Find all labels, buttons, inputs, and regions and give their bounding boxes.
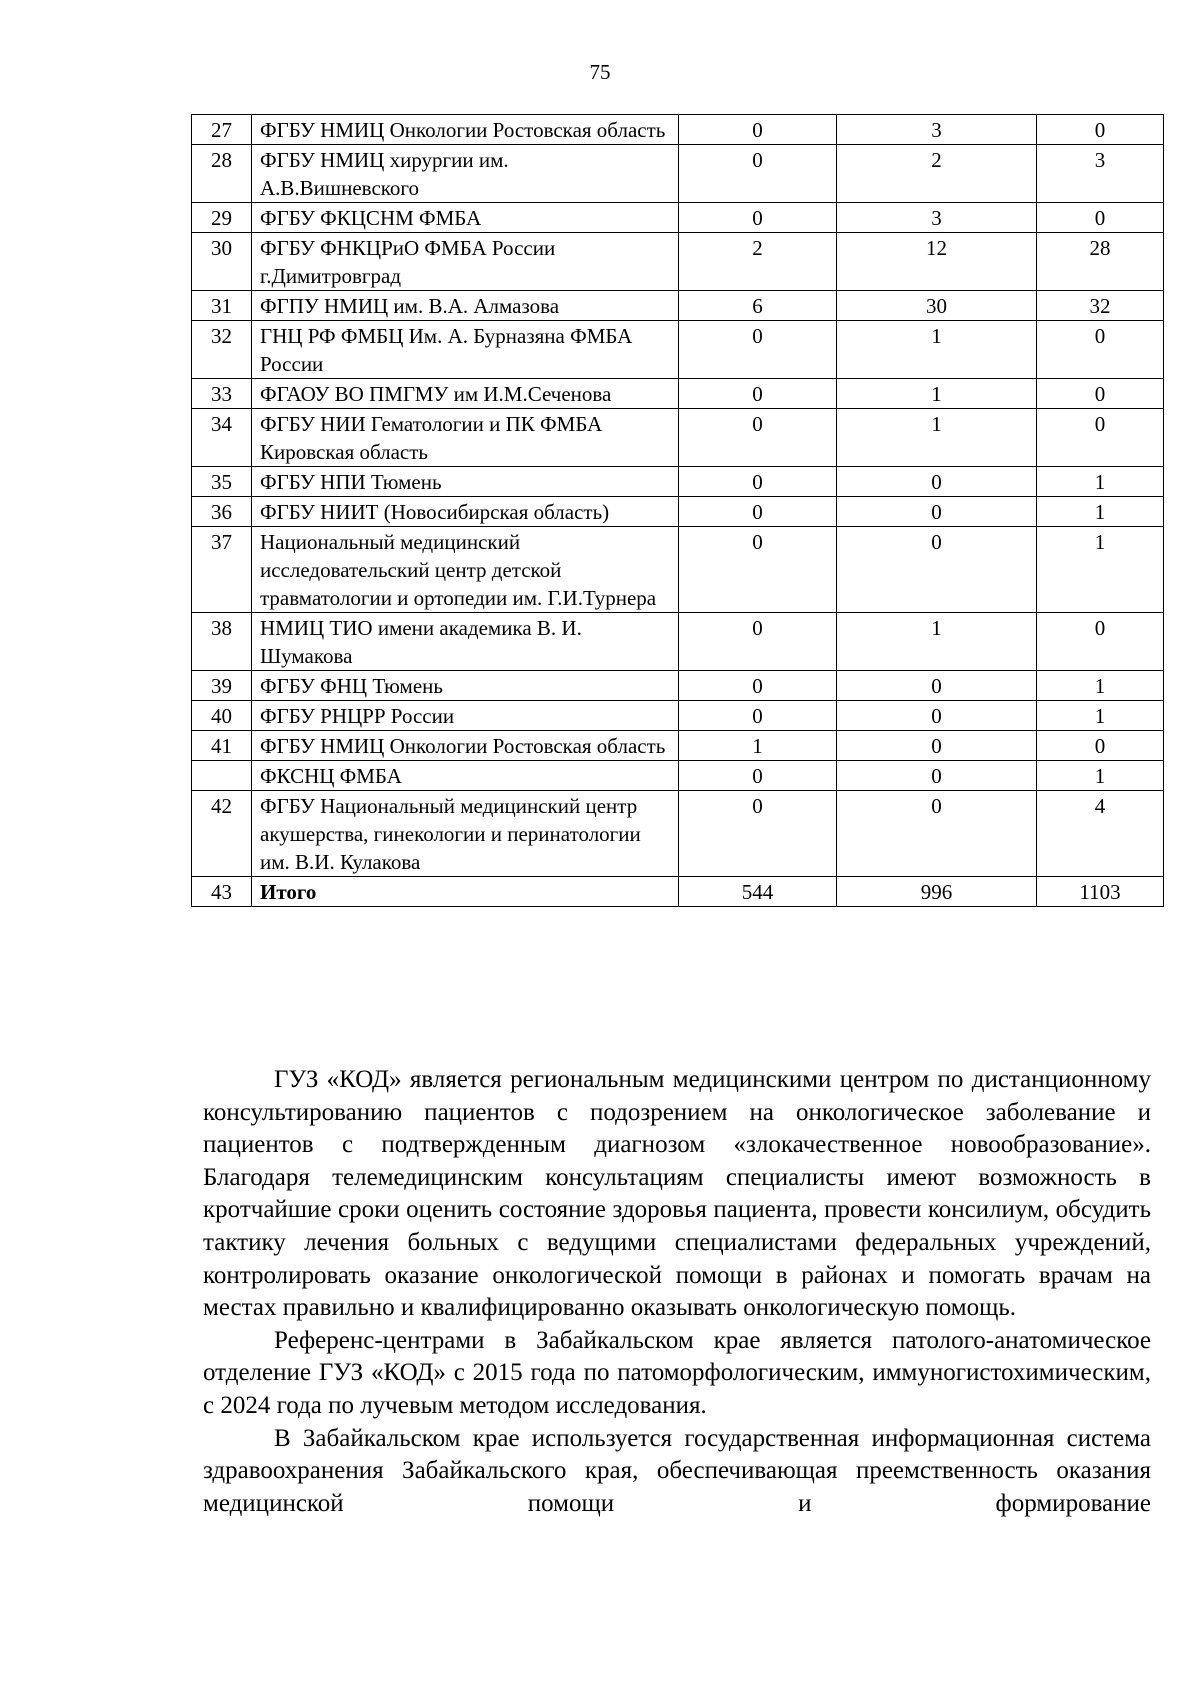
institution-name-cell: ФГБУ ФНКЦРиО ФМБА России г.Димитровград [252,233,679,291]
table-row [192,145,1164,203]
row-number-cell: 34 [192,409,252,467]
table-row [192,115,1164,145]
institution-name-cell: ФГАОУ ВО ПМГМУ им И.М.Сеченова [252,379,679,409]
table-row [192,731,1164,761]
institution-name-cell: Итого [252,877,679,907]
value-col1-cell: 0 [679,409,837,467]
row-number-cell: 36 [192,497,252,527]
value-col2-cell: 0 [837,497,1037,527]
value-col3-cell: 1103 [1037,877,1164,907]
row-number-cell: 35 [192,467,252,497]
table-row [192,233,1164,291]
table-row [192,701,1164,731]
institution-name-cell: ФГБУ НИИТ (Новосибирская область) [252,497,679,527]
value-col2-cell: 0 [837,791,1037,877]
value-col2-cell: 996 [837,877,1037,907]
table-row [192,321,1164,379]
value-col1-cell: 0 [679,791,837,877]
paragraph-reference-centers: Референс-центрами в Забайкальском крае является патолого-анатомическое отделение ГУЗ «КОД» с 2015 года по патоморфологическим, иммуногистохимическим, с 2024 года по лучевым методом исследования. [203,1326,1151,1419]
table-row [192,671,1164,701]
value-col1-cell: 0 [679,467,837,497]
institution-name-cell: ФГПУ НМИЦ им. В.А. Алмазова [252,291,679,321]
value-col3-cell: 1 [1037,701,1164,731]
row-number-cell: 27 [192,115,252,145]
value-col2-cell: 2 [837,145,1037,203]
value-col2-cell: 0 [837,761,1037,791]
table-row [192,409,1164,467]
row-number-cell: 30 [192,233,252,291]
value-col3-cell: 28 [1037,233,1164,291]
value-col1-cell: 0 [679,379,837,409]
value-col3-cell: 0 [1037,203,1164,233]
row-number-cell [192,761,252,791]
table-row [192,291,1164,321]
value-col2-cell: 1 [837,321,1037,379]
value-col1-cell: 0 [679,203,837,233]
value-col1-cell: 0 [679,497,837,527]
table-row [192,613,1164,671]
value-col3-cell: 1 [1037,527,1164,613]
row-number-cell: 39 [192,671,252,701]
value-col3-cell: 1 [1037,761,1164,791]
table-row [192,791,1164,877]
value-col1-cell: 0 [679,701,837,731]
value-col3-cell: 0 [1037,115,1164,145]
value-col2-cell: 0 [837,701,1037,731]
value-col1-cell: 0 [679,761,837,791]
table-row [192,203,1164,233]
value-col1-cell: 0 [679,115,837,145]
row-number-cell: 43 [192,877,252,907]
institution-name-cell: ФГБУ ФКЦСНМ ФМБА [252,203,679,233]
institution-name-cell: ФГБУ ФНЦ Тюмень [252,671,679,701]
paragraph-information-system: В Забайкальском крае используется государственная информационная система здравоохранения Забайкальского края, обеспечивающая преемственность оказания медицинской помощи и формирование [203,1424,1151,1517]
value-col2-cell: 0 [837,731,1037,761]
value-col2-cell: 3 [837,203,1037,233]
value-col2-cell: 0 [837,527,1037,613]
value-col1-cell: 0 [679,671,837,701]
institution-name-cell: ФКСНЦ ФМБА [252,761,679,791]
value-col1-cell: 2 [679,233,837,291]
referral-stats-table [191,114,1164,907]
institution-name-cell: НМИЦ ТИО имени академика В. И. Шумакова [252,613,679,671]
value-col2-cell: 12 [837,233,1037,291]
table-row [192,761,1164,791]
value-col3-cell: 4 [1037,791,1164,877]
institution-name-cell: ФГБУ Национальный медицинский центр акушерства, гинекологии и перинатологии им. В.И. Кулакова [252,791,679,877]
value-col1-cell: 0 [679,321,837,379]
row-number-cell: 33 [192,379,252,409]
value-col3-cell: 0 [1037,321,1164,379]
value-col2-cell: 0 [837,671,1037,701]
value-col3-cell: 3 [1037,145,1164,203]
value-col1-cell: 544 [679,877,837,907]
row-number-cell: 42 [192,791,252,877]
table-row [192,497,1164,527]
value-col3-cell: 1 [1037,467,1164,497]
value-col1-cell: 0 [679,613,837,671]
value-col3-cell: 0 [1037,731,1164,761]
institution-name-cell: Национальный медицинский исследовательский центр детской травматологии и ортопедии им. Г.И.Турнера [252,527,679,613]
value-col2-cell: 3 [837,115,1037,145]
row-number-cell: 28 [192,145,252,203]
table-row [192,527,1164,613]
institution-name-cell: ФГБУ НМИЦ Онкологии Ростовская область [252,731,679,761]
value-col3-cell: 0 [1037,409,1164,467]
value-col2-cell: 30 [837,291,1037,321]
table-total-row [192,877,1164,907]
body-text [203,1064,1151,1520]
institution-name-cell: ГНЦ РФ ФМБЦ Им. А. Бурназяна ФМБА России [252,321,679,379]
row-number-cell: 41 [192,731,252,761]
value-col1-cell: 6 [679,291,837,321]
row-number-cell: 32 [192,321,252,379]
institution-name-cell: ФГБУ НМИЦ Онкологии Ростовская область [252,115,679,145]
value-col2-cell: 1 [837,409,1037,467]
institution-name-cell: ФГБУ РНЦРР России [252,701,679,731]
page-number: 75 [589,60,611,84]
row-number-cell: 31 [192,291,252,321]
institution-name-cell: ФГБУ НИИ Гематологии и ПК ФМБА Кировская область [252,409,679,467]
value-col3-cell: 1 [1037,671,1164,701]
value-col3-cell: 0 [1037,613,1164,671]
value-col1-cell: 0 [679,145,837,203]
institution-name-cell: ФГБУ НПИ Тюмень [252,467,679,497]
row-number-cell: 37 [192,527,252,613]
row-number-cell: 29 [192,203,252,233]
value-col2-cell: 1 [837,613,1037,671]
institution-name-cell: ФГБУ НМИЦ хирургии им. А.В.Вишневского [252,145,679,203]
value-col2-cell: 1 [837,379,1037,409]
paragraph-telemedicine: ГУЗ «КОД» является региональным медицинскими центром по дистанционному консультированию пациентов с подозрением на онкологическое заболевание и пациентов с подтвержденным диагнозом «злокачественное новообразование». Благодаря телемедицинским консультациям специалисты имеют возможность в кротчайшие сроки оценить состояние здоровья пациента, провести консилиум, обсудить тактику лечения больных с ведущими специалистами федеральных учреждений, контролировать оказание онкологической помощи в районах и помогать врачам на местах правильно и квалифицированно оказывать онкологическую помощь. [203,1066,1151,1322]
value-col1-cell: 0 [679,527,837,613]
value-col3-cell: 0 [1037,379,1164,409]
table-row [192,379,1164,409]
value-col1-cell: 1 [679,731,837,761]
value-col3-cell: 1 [1037,497,1164,527]
table-row [192,467,1164,497]
value-col2-cell: 0 [837,467,1037,497]
value-col3-cell: 32 [1037,291,1164,321]
row-number-cell: 38 [192,613,252,671]
row-number-cell: 40 [192,701,252,731]
